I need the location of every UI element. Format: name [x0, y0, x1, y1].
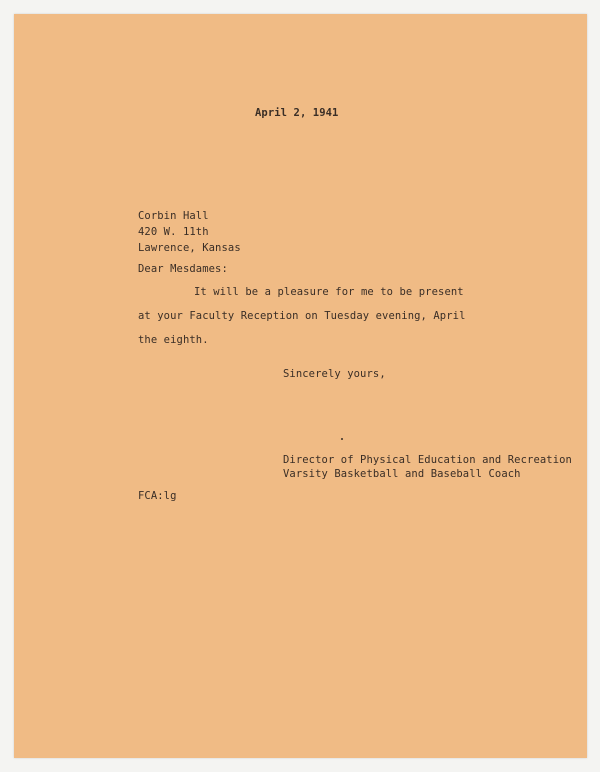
letter-date: April 2, 1941	[255, 107, 339, 119]
reference-initials: FCA:lg	[138, 490, 177, 502]
body-line-1: It will be a pleasure for me to be present	[194, 286, 464, 298]
letter-page	[14, 14, 587, 758]
ink-dot	[341, 438, 343, 440]
recipient-address-line-1: Corbin Hall	[138, 210, 209, 222]
signature-title-line-1: Director of Physical Education and Recreation	[283, 454, 572, 466]
recipient-address-line-2: 420 W. 11th	[138, 226, 209, 238]
body-line-2: at your Faculty Reception on Tuesday evening, April	[138, 310, 466, 322]
body-line-3: the eighth.	[138, 334, 209, 346]
salutation: Dear Mesdames:	[138, 263, 228, 275]
signature-title-line-2: Varsity Basketball and Baseball Coach	[283, 468, 521, 480]
recipient-address-line-3: Lawrence, Kansas	[138, 242, 241, 254]
closing: Sincerely yours,	[283, 368, 386, 380]
